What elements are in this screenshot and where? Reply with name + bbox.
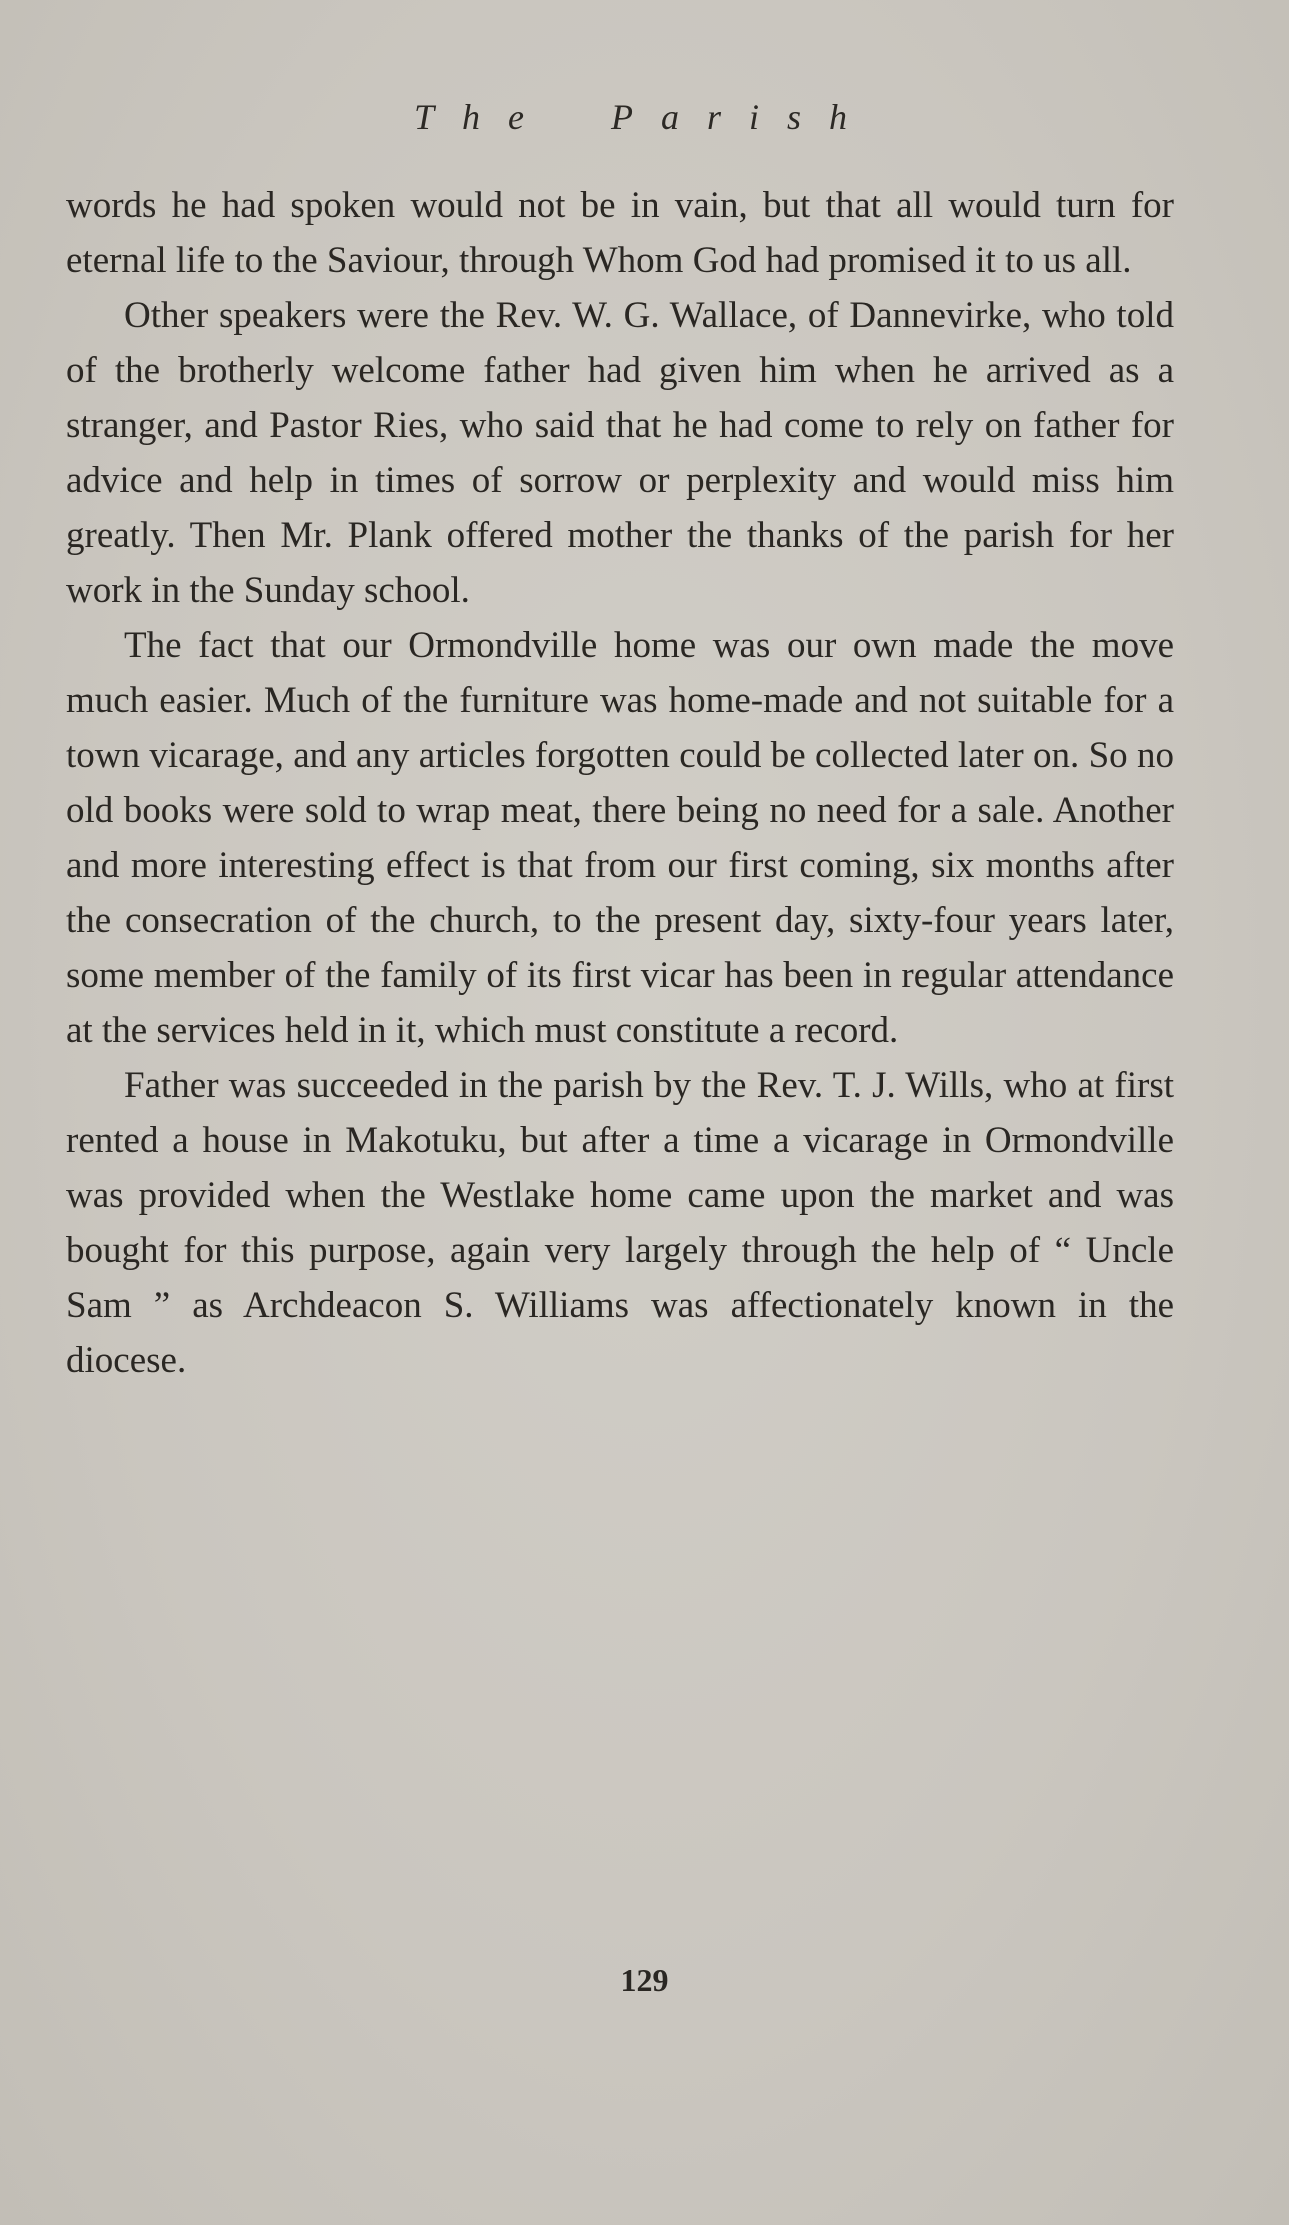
paragraph-continued: words he had spoken would not be in vain, but that all would turn for eternal life to the Saviour, through Whom God had promised it to us all.	[66, 185, 1174, 281]
paragraph: Other speakers were the Rev. W. G. Wallace, of Dannevirke, who told of the brotherly welcome father had given him when he arrived as a stranger, and Pastor Ries, who said that he had come to rely on father for advice and help in times of sorrow or perplexity and would miss him greatly. Then Mr. Plank offered mother the thanks of the parish for her work in the Sunday school.	[66, 295, 1174, 611]
body-text	[66, 178, 1174, 1388]
page-number: 129	[620, 1962, 669, 1998]
running-head: The Parish	[413, 97, 875, 137]
paragraph: Father was succeeded in the parish by the Rev. T. J. Wills, who at first rented a house in Makotuku, but after a time a vicarage in Ormondville was provided when the Westlake home came upon the market and was bought for this purpose, again very largely through the help of “ Uncle Sam ” as Archdeacon S. Williams was affectionately known in the diocese.	[66, 1065, 1174, 1381]
paragraph: The fact that our Ormondville home was our own made the move much easier. Much of the furniture was home-made and not suitable for a town vicarage, and any articles forgotten could be collected later on. So no old books were sold to wrap meat, there being no need for a sale. Another and more interesting effect is that from our first coming, six months after the consecration of the church, to the present day, sixty-four years later, some member of the family of its first vicar has been in regular attendance at the services held in it, which must constitute a record.	[66, 625, 1174, 1051]
